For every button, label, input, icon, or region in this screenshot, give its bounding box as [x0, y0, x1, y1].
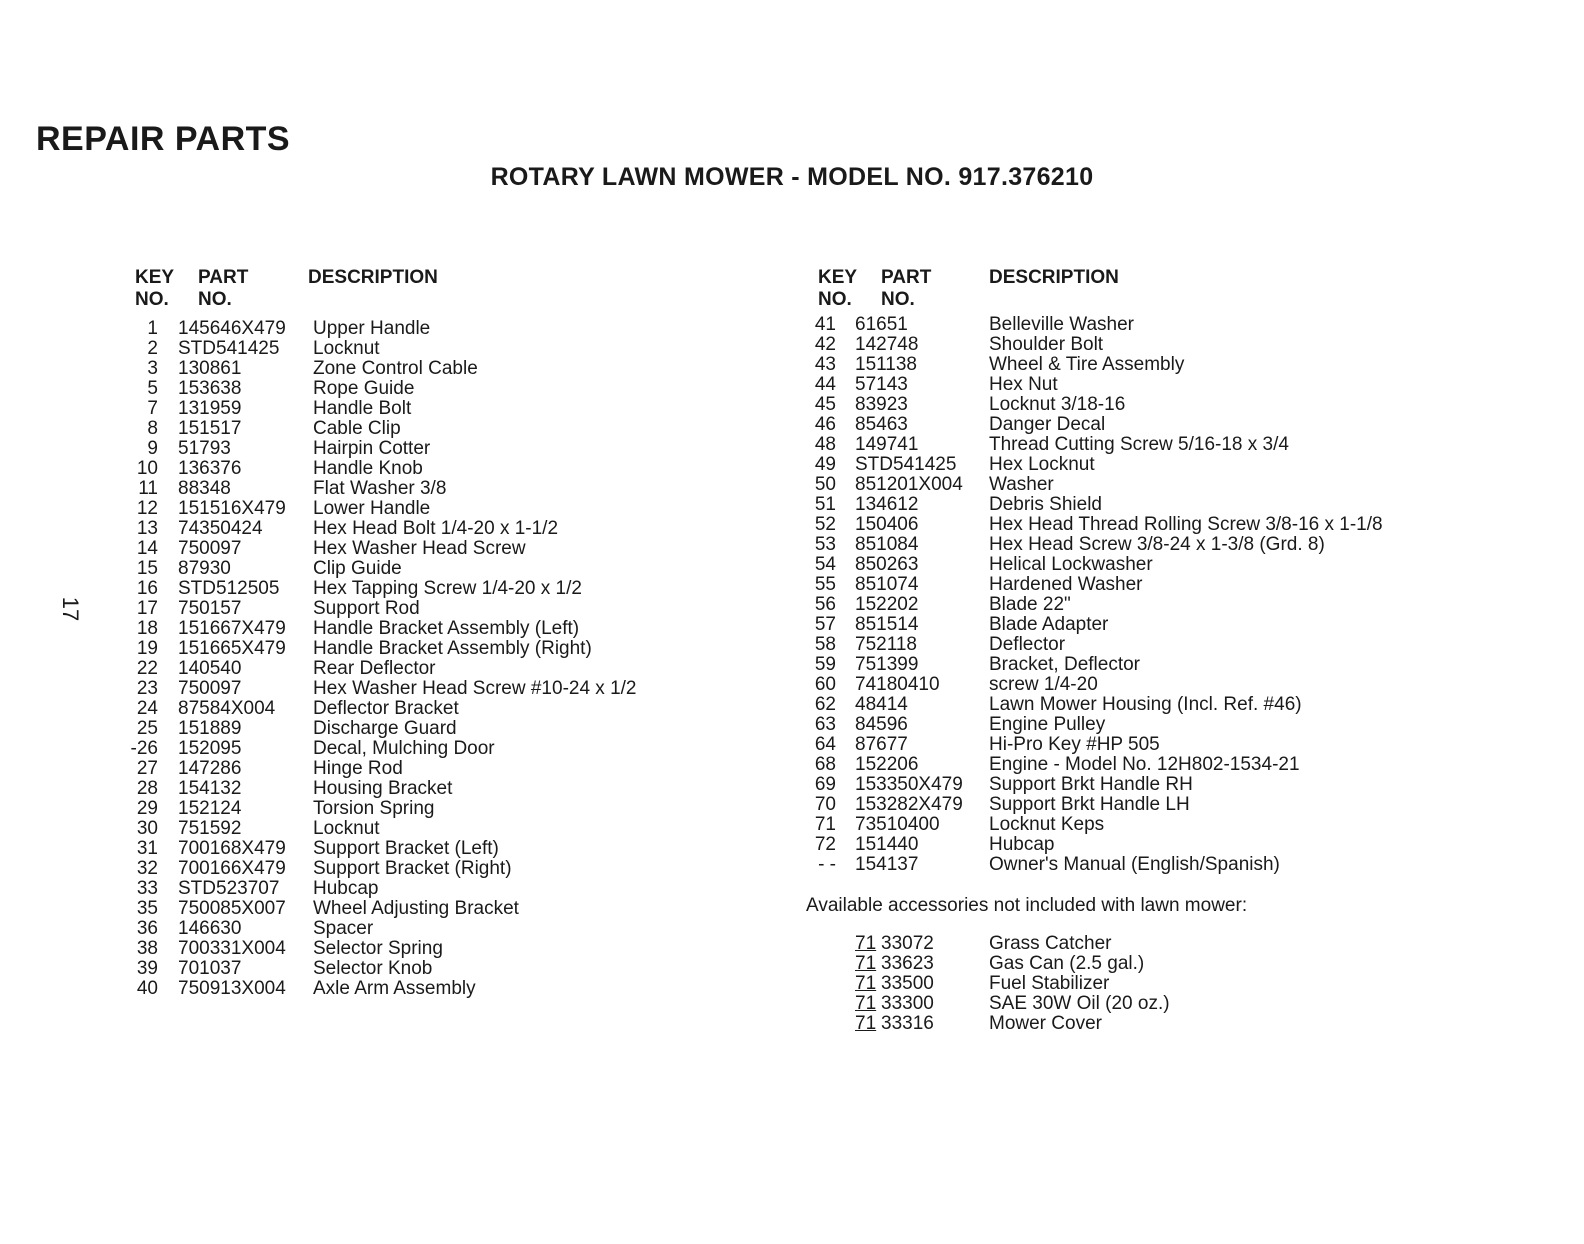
parts-row: [810, 635, 1510, 655]
part-no: 142748: [855, 334, 919, 355]
key-no: 1: [147, 318, 158, 339]
parts-list-right: [810, 267, 1510, 875]
parts-row: [128, 879, 748, 899]
part-description: Bracket, Deflector: [989, 654, 1140, 675]
parts-row: [128, 499, 748, 519]
parts-row: [810, 695, 1510, 715]
key-header-line2: NO.: [135, 289, 169, 310]
part-description: Support Bracket (Right): [313, 858, 512, 879]
parts-row: [128, 819, 748, 839]
part-no: 73510400: [855, 814, 940, 835]
part-no: 851074: [855, 574, 919, 595]
part-description: Hex Tapping Screw 1/4-20 x 1/2: [313, 578, 582, 599]
part-no: 851201X004: [855, 474, 963, 495]
part-description: Locknut 3/18-16: [989, 394, 1126, 415]
part-no: 151517: [178, 418, 242, 439]
part-description: Torsion Spring: [313, 798, 435, 819]
part-description: Engine Pulley: [989, 714, 1106, 735]
key-no: 7: [147, 398, 158, 419]
part-description: Deflector: [989, 634, 1066, 655]
parts-row: [128, 939, 748, 959]
parts-row: [810, 655, 1510, 675]
part-no: 134612: [855, 494, 919, 515]
parts-row: [810, 815, 1510, 835]
parts-row: [128, 539, 748, 559]
parts-row: [128, 719, 748, 739]
key-no: 60: [814, 674, 836, 695]
part-no: 700331X004: [178, 938, 286, 959]
key-no: 51: [814, 494, 836, 515]
key-no: 13: [136, 518, 158, 539]
key-no: 25: [136, 718, 158, 739]
key-no: 49: [814, 454, 836, 475]
key-no: 30: [136, 818, 158, 839]
part-description: Hubcap: [989, 834, 1055, 855]
parts-row: [128, 759, 748, 779]
accessory-part-no: 33623: [881, 953, 934, 974]
description-header: DESCRIPTION: [308, 267, 438, 288]
part-no: 154137: [855, 854, 919, 875]
part-description: Hex Nut: [989, 374, 1058, 395]
parts-rows-right: [810, 315, 1510, 875]
parts-row: [810, 435, 1510, 455]
page-number: 17: [58, 596, 84, 622]
parts-row: [810, 795, 1510, 815]
key-no: 53: [814, 534, 836, 555]
parts-row: [810, 675, 1510, 695]
part-description: Locknut Keps: [989, 814, 1105, 835]
parts-row: [810, 835, 1510, 855]
parts-row: [128, 899, 748, 919]
part-no: 750097: [178, 678, 242, 699]
part-no: 136376: [178, 458, 242, 479]
key-no: 33: [136, 878, 158, 899]
accessory-description: Mower Cover: [989, 1013, 1102, 1034]
parts-list-left: [128, 267, 748, 999]
part-description: Locknut: [313, 338, 380, 359]
parts-row: [128, 919, 748, 939]
parts-row: [128, 559, 748, 579]
part-no: 87677: [855, 734, 908, 755]
parts-row: [128, 319, 748, 339]
part-no: 153282X479: [855, 794, 963, 815]
key-no: 43: [814, 354, 836, 375]
parts-row: [810, 495, 1510, 515]
part-no: 700168X479: [178, 838, 286, 859]
part-header-line2: NO.: [198, 289, 232, 310]
part-no: 152202: [855, 594, 919, 615]
part-description: Owner's Manual (English/Spanish): [989, 854, 1280, 875]
parts-row: [810, 595, 1510, 615]
part-no: 147286: [178, 758, 242, 779]
parts-row: [810, 755, 1510, 775]
key-no: 16: [136, 578, 158, 599]
part-no: 750913X004: [178, 978, 286, 999]
part-no: 701037: [178, 958, 242, 979]
part-description: Hinge Rod: [313, 758, 403, 779]
key-no: 44: [814, 374, 836, 395]
part-no: 151138: [855, 354, 917, 375]
part-no: 85463: [855, 414, 908, 435]
key-no: 38: [136, 938, 158, 959]
key-no: 2: [147, 338, 158, 359]
part-no: 152095: [178, 738, 242, 759]
part-description: Support Brkt Handle RH: [989, 774, 1193, 795]
key-no: 36: [136, 918, 158, 939]
part-header: PART: [198, 267, 249, 288]
key-no: 10: [136, 458, 158, 479]
parts-row: [128, 419, 748, 439]
parts-row: [810, 515, 1510, 535]
key-header: KEY: [818, 267, 858, 288]
part-description: Rope Guide: [313, 378, 415, 399]
part-no: 851084: [855, 534, 919, 555]
parts-row: [128, 599, 748, 619]
parts-row: [810, 855, 1510, 875]
part-no: 57143: [855, 374, 908, 395]
key-no: 54: [814, 554, 836, 575]
part-no: 752118: [855, 634, 917, 655]
parts-row: [128, 859, 748, 879]
accessory-description: SAE 30W Oil (20 oz.): [989, 993, 1170, 1014]
part-description: Handle Bolt: [313, 398, 412, 419]
part-no: 88348: [178, 478, 231, 499]
key-no: 42: [814, 334, 836, 355]
parts-row: [128, 359, 748, 379]
accessory-part-no: 33316: [881, 1013, 934, 1034]
accessory-prefix: 71: [855, 933, 877, 954]
key-no: 29: [136, 798, 158, 819]
parts-row: [810, 395, 1510, 415]
part-description: Debris Shield: [989, 494, 1102, 515]
part-description: Handle Bracket Assembly (Left): [313, 618, 580, 639]
parts-row: [128, 959, 748, 979]
key-no: 45: [814, 394, 836, 415]
part-description: Wheel & Tire Assembly: [989, 354, 1185, 375]
parts-row: [810, 575, 1510, 595]
parts-row: [128, 479, 748, 499]
part-description: Blade Adapter: [989, 614, 1109, 635]
key-no: -26: [130, 738, 158, 759]
part-no: 146630: [178, 918, 242, 939]
key-no: 71: [814, 814, 836, 835]
part-no: STD523707: [178, 878, 280, 899]
key-no: 56: [814, 594, 836, 615]
key-no: 70: [814, 794, 836, 815]
part-description: Shoulder Bolt: [989, 334, 1104, 355]
part-description: Rear Deflector: [313, 658, 436, 679]
part-description: Handle Bracket Assembly (Right): [313, 638, 592, 659]
part-description: Lower Handle: [313, 498, 431, 519]
key-no: 64: [814, 734, 836, 755]
part-description: Housing Bracket: [313, 778, 453, 799]
part-description: Support Bracket (Left): [313, 838, 499, 859]
part-description: Axle Arm Assembly: [313, 978, 476, 999]
part-no: 74180410: [855, 674, 940, 695]
part-header: PART: [881, 267, 932, 288]
part-no: 750097: [178, 538, 242, 559]
part-no: 149741: [855, 434, 919, 455]
parts-row: [128, 439, 748, 459]
key-no: 41: [814, 314, 836, 335]
key-no: 8: [147, 418, 158, 439]
parts-row: [810, 335, 1510, 355]
key-header-line2: NO.: [818, 289, 852, 310]
parts-row: [128, 579, 748, 599]
parts-rows-left: [128, 319, 748, 999]
key-no: 46: [814, 414, 836, 435]
accessory-prefix: 71: [855, 953, 877, 974]
part-description: screw 1/4-20: [989, 674, 1098, 695]
column-header: [810, 267, 1510, 311]
part-no: 84596: [855, 714, 908, 735]
parts-row: [810, 735, 1510, 755]
part-description: Zone Control Cable: [313, 358, 478, 379]
part-no: 153638: [178, 378, 242, 399]
part-no: 750085X007: [178, 898, 286, 919]
key-no: 11: [138, 478, 158, 499]
part-description: Selector Knob: [313, 958, 433, 979]
parts-row: [810, 315, 1510, 335]
key-no: 50: [814, 474, 836, 495]
part-description: Helical Lockwasher: [989, 554, 1153, 575]
parts-row: [128, 699, 748, 719]
part-no: 83923: [855, 394, 908, 415]
key-no: 23: [136, 678, 158, 699]
part-description: Upper Handle: [313, 318, 431, 339]
key-no: 68: [814, 754, 836, 775]
part-description: Hairpin Cotter: [313, 438, 431, 459]
key-header: KEY: [135, 267, 175, 288]
key-no: 63: [814, 714, 836, 735]
part-no: 151516X479: [178, 498, 286, 519]
part-description: Washer: [989, 474, 1054, 495]
key-no: 17: [136, 598, 158, 619]
part-description: Hex Head Screw 3/8-24 x 1-3/8 (Grd. 8): [989, 534, 1325, 555]
accessory-description: Grass Catcher: [989, 933, 1112, 954]
part-no: 151667X479: [178, 618, 286, 639]
part-description: Selector Spring: [313, 938, 443, 959]
parts-row: [128, 679, 748, 699]
part-description: Blade 22": [989, 594, 1071, 615]
key-no: 69: [814, 774, 836, 795]
key-no: 58: [814, 634, 836, 655]
part-description: Hi-Pro Key #HP 505: [989, 734, 1160, 755]
part-no: 751399: [855, 654, 919, 675]
key-no: 31: [136, 838, 158, 859]
part-no: 151889: [178, 718, 242, 739]
part-description: Deflector Bracket: [313, 698, 459, 719]
parts-row: [128, 639, 748, 659]
part-no: 851514: [855, 614, 919, 635]
part-description: Hubcap: [313, 878, 379, 899]
key-no: 39: [136, 958, 158, 979]
part-header-line2: NO.: [881, 289, 915, 310]
key-no: 9: [147, 438, 158, 459]
accessory-part-no: 33500: [881, 973, 934, 994]
accessory-part-no: 33072: [881, 933, 934, 954]
key-no: 72: [814, 834, 836, 855]
parts-row: [810, 555, 1510, 575]
part-no: 87930: [178, 558, 231, 579]
part-description: Discharge Guard: [313, 718, 457, 739]
parts-row: [128, 659, 748, 679]
description-header: DESCRIPTION: [989, 267, 1119, 288]
parts-row: [810, 535, 1510, 555]
part-description: Belleville Washer: [989, 314, 1135, 335]
part-no: 750157: [178, 598, 242, 619]
accessory-description: Fuel Stabilizer: [989, 973, 1110, 994]
part-no: 150406: [855, 514, 919, 535]
model-subtitle: ROTARY LAWN MOWER - MODEL NO. 917.376210: [490, 163, 1094, 191]
part-no: 700166X479: [178, 858, 286, 879]
part-no: 145646X479: [178, 318, 286, 339]
part-no: STD541425: [855, 454, 957, 475]
part-no: 131959: [178, 398, 242, 419]
parts-row: [810, 415, 1510, 435]
part-no: STD541425: [178, 338, 280, 359]
part-description: Decal, Mulching Door: [313, 738, 495, 759]
part-no: 151440: [855, 834, 919, 855]
parts-row: [128, 399, 748, 419]
part-no: 74350424: [178, 518, 263, 539]
part-description: Engine - Model No. 12H802-1534-21: [989, 754, 1300, 775]
part-description: Support Rod: [313, 598, 420, 619]
part-no: 87584X004: [178, 698, 276, 719]
accessory-prefix: 71: [855, 993, 877, 1014]
parts-row: [128, 799, 748, 819]
part-no: 61651: [855, 314, 908, 335]
part-description: Hex Head Thread Rolling Screw 3/8-16 x 1-1/8: [989, 514, 1383, 535]
part-description: Wheel Adjusting Bracket: [313, 898, 519, 919]
part-description: Locknut: [313, 818, 380, 839]
part-description: Support Brkt Handle LH: [989, 794, 1190, 815]
accessory-description: Gas Can (2.5 gal.): [989, 953, 1145, 974]
parts-row: [128, 619, 748, 639]
parts-row: [128, 519, 748, 539]
key-no: 32: [136, 858, 158, 879]
parts-row: [128, 839, 748, 859]
part-description: Hex Washer Head Screw #10-24 x 1/2: [313, 678, 637, 699]
part-description: Flat Washer 3/8: [313, 478, 447, 499]
part-description: Hex Washer Head Screw: [313, 538, 526, 559]
key-no: 52: [814, 514, 836, 535]
part-description: Cable Clip: [313, 418, 401, 439]
part-description: Danger Decal: [989, 414, 1106, 435]
parts-row: [128, 779, 748, 799]
part-no: 154132: [178, 778, 242, 799]
part-description: Clip Guide: [313, 558, 402, 579]
parts-row: [128, 739, 748, 759]
key-no: 59: [814, 654, 836, 675]
part-no: 153350X479: [855, 774, 963, 795]
parts-row: [810, 775, 1510, 795]
key-no: 19: [136, 638, 158, 659]
parts-row: [128, 459, 748, 479]
part-no: 751592: [178, 818, 242, 839]
accessory-prefix: 71: [855, 1013, 877, 1034]
key-no: 57: [814, 614, 836, 635]
parts-row: [128, 379, 748, 399]
key-no: 27: [136, 758, 158, 779]
accessory-part-no: 33300: [881, 993, 934, 1014]
key-no: 14: [136, 538, 158, 559]
accessory-prefix: 71: [855, 973, 877, 994]
key-no: - -: [818, 854, 836, 875]
part-description: Handle Knob: [313, 458, 423, 479]
part-description: Thread Cutting Screw 5/16-18 x 3/4: [989, 434, 1289, 455]
key-no: 22: [136, 658, 158, 679]
part-no: 152124: [178, 798, 242, 819]
key-no: 28: [136, 778, 158, 799]
parts-row: [810, 715, 1510, 735]
part-description: Lawn Mower Housing (Incl. Ref. #46): [989, 694, 1302, 715]
part-no: 130861: [178, 358, 242, 379]
parts-row: [810, 475, 1510, 495]
key-no: 12: [136, 498, 158, 519]
page-title: REPAIR PARTS: [36, 120, 291, 158]
key-no: 35: [136, 898, 158, 919]
part-no: 850263: [855, 554, 919, 575]
key-no: 3: [147, 358, 158, 379]
parts-row: [810, 615, 1510, 635]
part-no: 151665X479: [178, 638, 286, 659]
part-description: Spacer: [313, 918, 374, 939]
parts-row: [810, 355, 1510, 375]
parts-row: [128, 339, 748, 359]
key-no: 15: [136, 558, 158, 579]
key-no: 48: [814, 434, 836, 455]
parts-row: [810, 455, 1510, 475]
part-description: Hex Head Bolt 1/4-20 x 1-1/2: [313, 518, 559, 539]
parts-row: [810, 375, 1510, 395]
part-no: 51793: [178, 438, 231, 459]
part-no: STD512505: [178, 578, 280, 599]
column-header: [128, 267, 748, 311]
key-no: 24: [136, 698, 158, 719]
part-description: Hex Locknut: [989, 454, 1095, 475]
key-no: 40: [136, 978, 158, 999]
key-no: 5: [147, 378, 158, 399]
key-no: 18: [136, 618, 158, 639]
part-description: Hardened Washer: [989, 574, 1143, 595]
key-no: 55: [814, 574, 836, 595]
part-no: 152206: [855, 754, 919, 775]
part-no: 48414: [855, 694, 908, 715]
part-no: 140540: [178, 658, 242, 679]
accessories-note: Available accessories not included with lawn mower:: [806, 895, 1248, 916]
key-no: 62: [814, 694, 836, 715]
parts-row: [128, 979, 748, 999]
